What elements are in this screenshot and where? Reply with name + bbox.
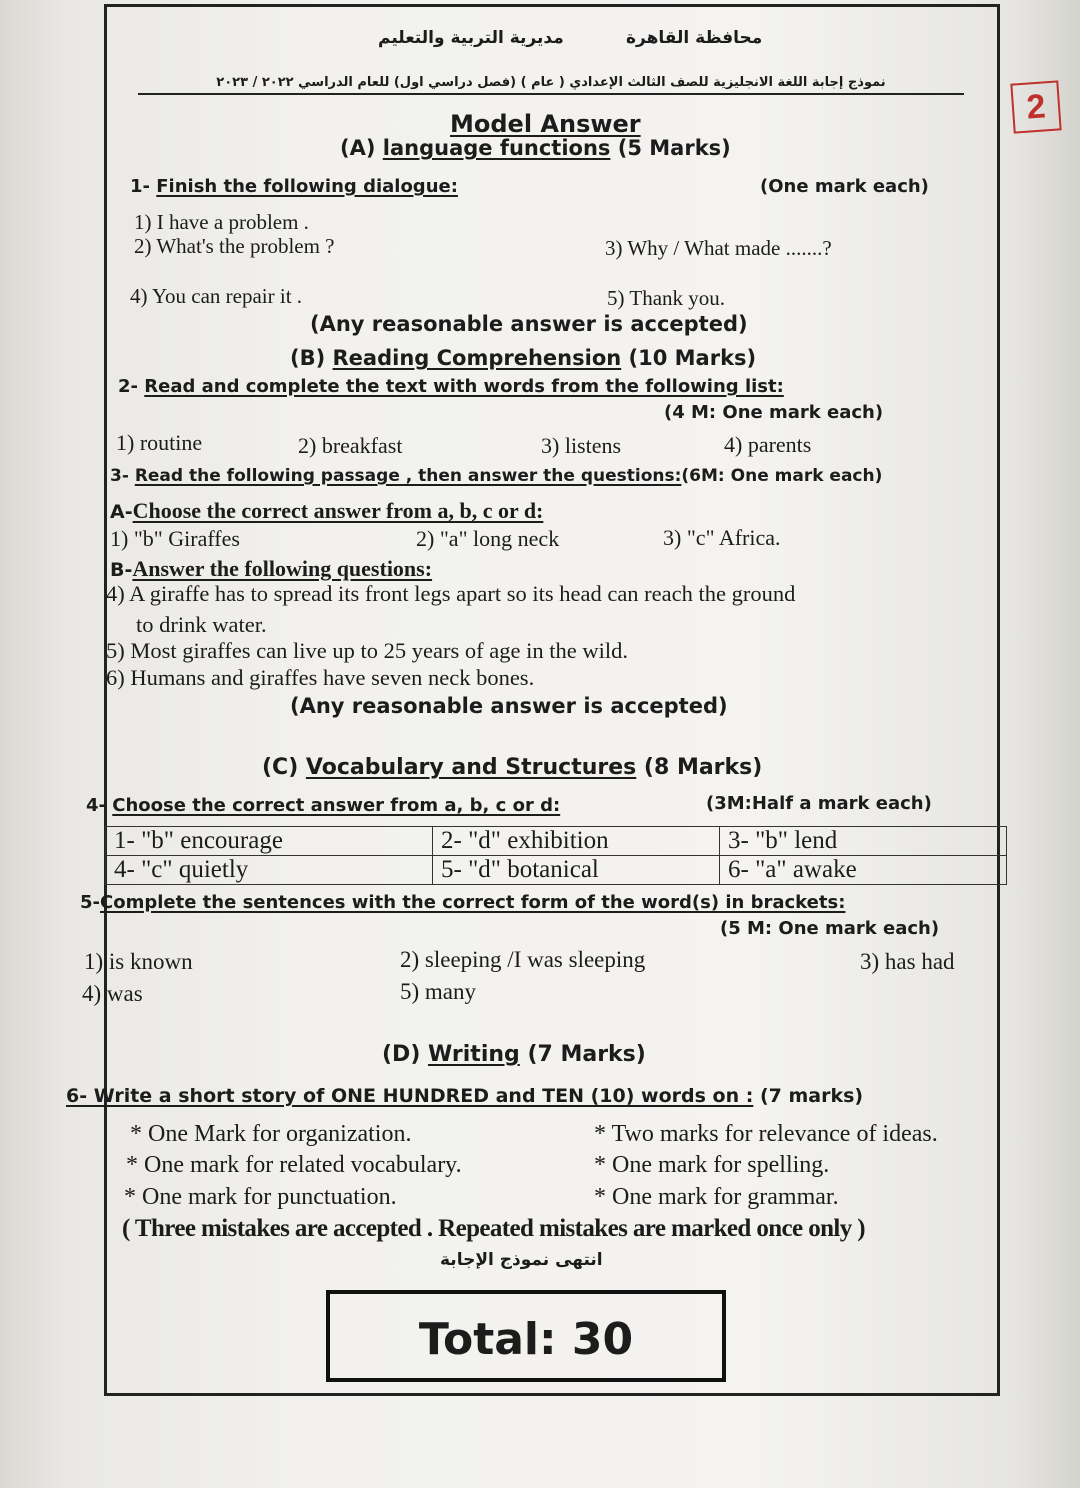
q5-answer-2: 2) sleeping /I was sleeping <box>400 947 646 972</box>
q1-answer-4: 4) You can repair it . <box>130 284 303 308</box>
writing-criterion-punctuation: * One mark for punctuation. <box>124 1184 397 1210</box>
table-cell: 5- "d" botanical <box>433 856 720 885</box>
q4-answer-table <box>105 826 1007 885</box>
writing-criterion-vocabulary: * One mark for related vocabulary. <box>126 1152 462 1178</box>
directorate-left: مديرية التربية والتعليم <box>378 28 564 48</box>
q5-answer-4: 4) was <box>82 981 143 1006</box>
q5-answer-3: 3) has had <box>860 949 955 974</box>
question-2-heading: 2- Read and complete the text with words from the following list: <box>118 376 784 397</box>
writing-note: ( Three mistakes are accepted . Repeated mistakes are marked once only ) <box>122 1215 866 1242</box>
part-b-answer-5: 5) Most giraffes can live up to 25 years of age in the wild. <box>106 638 628 663</box>
q5-answer-5: 5) many <box>400 979 477 1004</box>
total-box <box>326 1290 726 1382</box>
q1-answer-3: 3) Why / What made .......? <box>605 236 832 260</box>
part-b-answer-4-continued: to drink water. <box>136 612 267 637</box>
part-b-heading: B-Answer the following questions: <box>110 556 433 581</box>
table-cell: 3- "b" lend <box>720 827 1007 856</box>
table-cell: 2- "d" exhibition <box>433 827 720 856</box>
q5-answer-1: 1) is known <box>84 949 193 974</box>
writing-criterion-organization: * One Mark for organization. <box>130 1121 412 1147</box>
q1-answer-1: 1) I have a problem . <box>134 210 309 234</box>
writing-criterion-relevance: * Two marks for relevance of ideas. <box>594 1121 938 1147</box>
q1-answer-5: 5) Thank you. <box>607 286 726 310</box>
table-cell: 1- "b" encourage <box>106 827 433 856</box>
question-6-heading: 6- Write a short story of ONE HUNDRED and TEN (10) words on : (7 marks) <box>66 1085 864 1107</box>
q2-answer-4: 4) parents <box>724 432 812 457</box>
directorate-right: محافظة القاهرة <box>626 28 763 48</box>
question-3-heading: 3- Read the following passage , then answer the questions:(6M: One mark each) <box>110 466 883 486</box>
question-1-marks: (One mark each) <box>760 176 929 197</box>
end-of-answer-text: انتهى نموذج الإجابة <box>440 1250 603 1270</box>
question-5-heading: 5-Complete the sentences with the correct form of the word(s) in brackets: <box>80 892 846 913</box>
question-4-heading: 4- Choose the correct answer from a, b, c or d: <box>86 795 561 816</box>
question-2-marks: (4 M: One mark each) <box>664 402 884 423</box>
section-c-heading: (C) Vocabulary and Structures (8 Marks) <box>262 755 763 780</box>
page-title: Model Answer <box>450 110 641 138</box>
question-4-marks: (3M:Half a mark each) <box>706 793 932 814</box>
part-b-answer-4: 4) A giraffe has to spread its front legs apart so its head can reach the ground <box>106 581 796 606</box>
table-row <box>106 827 1007 856</box>
table-cell: 4- "c" quietly <box>106 856 433 885</box>
table-row <box>106 856 1007 885</box>
section-b-note: (Any reasonable answer is accepted) <box>290 694 728 718</box>
part-a-answer-3: 3) "c" Africa. <box>663 525 781 550</box>
page-number-badge: 2 <box>1010 80 1061 133</box>
section-d-heading: (D) Writing (7 Marks) <box>382 1042 646 1067</box>
section-b-heading: (B) Reading Comprehension (10 Marks) <box>290 346 757 370</box>
section-a-heading: (A) language functions (5 Marks) <box>340 136 731 160</box>
question-1-heading: 1- Finish the following dialogue: <box>130 176 458 197</box>
exam-title-arabic: نموذج إجابة اللغة الانجليزية للصف الثالث الإعدادي ( عام ) (فصل دراسي أول) للعام الدراسي ٢٠٢٢ / ٢٠٢٣ <box>138 76 964 95</box>
writing-criterion-spelling: * One mark for spelling. <box>594 1152 830 1178</box>
q1-answer-2: 2) What's the problem ? <box>134 234 335 258</box>
total-score: Total: 30 <box>418 1314 634 1365</box>
part-a-answer-1: 1) "b" Giraffes <box>110 526 240 551</box>
question-5-marks: (5 M: One mark each) <box>720 918 940 939</box>
q2-answer-1: 1) routine <box>116 430 203 455</box>
section-a-note: (Any reasonable answer is accepted) <box>310 312 748 336</box>
table-cell: 6- "a" awake <box>720 856 1007 885</box>
part-a-answer-2: 2) "a" long neck <box>416 526 560 551</box>
part-b-answer-6: 6) Humans and giraffes have seven neck bones. <box>106 665 535 690</box>
part-a-heading: A-Choose the correct answer from a, b, c or d: <box>110 498 544 523</box>
q2-answer-3: 3) listens <box>541 433 622 458</box>
q2-answer-2: 2) breakfast <box>298 433 403 458</box>
writing-criterion-grammar: * One mark for grammar. <box>594 1184 839 1210</box>
